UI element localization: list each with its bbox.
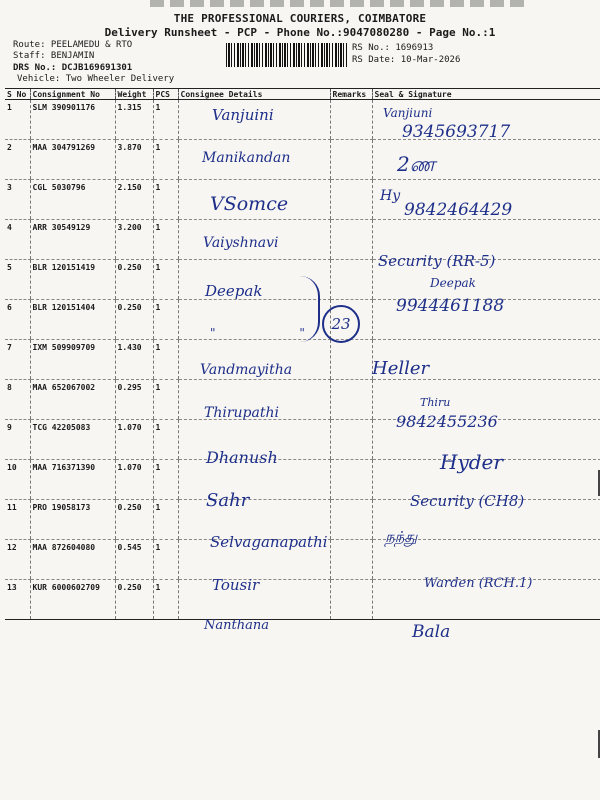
runsheet-title: Delivery Runsheet - PCP - Phone No.:9047080280 - Page No.:1 <box>104 26 496 39</box>
vehicle-label: Vehicle: Two Wheeler Delivery <box>17 74 175 84</box>
col-header-consignee: Consignee Details <box>178 89 330 100</box>
cell-weight: 0.545 <box>115 540 153 580</box>
company-name: THE PROFESSIONAL COURIERS, COIMBATORE <box>173 12 427 25</box>
cell-weight: 0.250 <box>115 580 153 620</box>
cell-remarks <box>330 140 372 180</box>
cell-weight: 0.250 <box>115 300 153 340</box>
cell-pcs: 1 <box>153 100 178 140</box>
cell-pcs: 1 <box>153 180 178 220</box>
cell-weight: 3.870 <box>115 140 153 180</box>
cell-sno: 4 <box>5 220 30 260</box>
cell-sno: 12 <box>5 540 30 580</box>
barcode <box>226 43 348 67</box>
handwritten-consignee: Manikandan <box>202 150 291 166</box>
circled-number: 23 <box>322 305 360 343</box>
table-row <box>5 140 600 180</box>
handwritten-consignee: Thirupathi <box>204 405 279 421</box>
cell-sno: 9 <box>5 420 30 460</box>
handwritten-consignee: Vanjuini <box>212 106 274 124</box>
cell-pcs: 1 <box>153 460 178 500</box>
col-header-weight: Weight <box>115 89 153 100</box>
col-header-consignment: Consignment No <box>30 89 115 100</box>
cell-pcs: 1 <box>153 140 178 180</box>
handwritten-signature: நந்து <box>385 528 418 546</box>
cell-sno: 6 <box>5 300 30 340</box>
staff-label: Staff: BENJAMIN <box>13 51 95 61</box>
cell-pcs: 1 <box>153 540 178 580</box>
cell-remarks <box>330 580 372 620</box>
handwritten-signature: Heller <box>372 358 430 379</box>
table-header-row <box>5 89 600 100</box>
cell-remarks <box>330 460 372 500</box>
cell-sno: 2 <box>5 140 30 180</box>
cell-sno: 10 <box>5 460 30 500</box>
cell-pcs: 1 <box>153 220 178 260</box>
cell-weight: 1.315 <box>115 100 153 140</box>
handwritten-consignee: VSomce <box>210 193 289 215</box>
scan-top-strip <box>150 0 530 7</box>
drs-number: DRS No.: DCJB169691301 <box>13 63 133 73</box>
rs-number: RS No.: 1696913 <box>352 43 434 53</box>
rs-date: RS Date: 10-Mar-2026 <box>352 55 461 65</box>
handwritten-signature: Vanjiuni <box>383 106 433 120</box>
cell-consignment: MAA 652067002 <box>30 380 115 420</box>
col-header-sno: S No <box>5 89 30 100</box>
col-header-remarks: Remarks <box>330 89 372 100</box>
table-row <box>5 100 600 140</box>
handwritten-consignee: Vaiyshnavi <box>203 235 279 251</box>
cell-consignment: BLR 120151404 <box>30 300 115 340</box>
cell-pcs: 1 <box>153 500 178 540</box>
table-row <box>5 380 600 420</box>
cell-pcs: 1 <box>153 420 178 460</box>
cell-remarks <box>330 260 372 300</box>
handwritten-signature: Hyder <box>440 450 503 474</box>
handwritten-phone: 9944461188 <box>396 296 505 316</box>
route-label: Route: PEELAMEDU & RTO <box>13 40 133 50</box>
handwritten-phone: 9842464429 <box>404 200 513 220</box>
handwritten-ditto: " " <box>210 326 345 340</box>
handwritten-signature: Thiru <box>420 396 451 409</box>
cell-remarks <box>330 180 372 220</box>
col-header-signature: Seal & Signature <box>372 89 600 100</box>
cell-consignment: SLM 390901176 <box>30 100 115 140</box>
cell-sno: 8 <box>5 380 30 420</box>
cell-remarks <box>330 340 372 380</box>
cell-consignment: BLR 120151419 <box>30 260 115 300</box>
handwritten-phone: 9842455236 <box>396 412 498 431</box>
handwritten-signature: 2ண <box>397 152 436 176</box>
cell-pcs: 1 <box>153 260 178 300</box>
cell-consignment: MAA 716371390 <box>30 460 115 500</box>
col-header-pcs: PCS <box>153 89 178 100</box>
handwritten-signature: Warden (RCH.1) <box>424 576 533 591</box>
cell-consignment: MAA 304791269 <box>30 140 115 180</box>
cell-consignment: CGL 5030796 <box>30 180 115 220</box>
cell-consignment: TCG 42205083 <box>30 420 115 460</box>
handwritten-consignee: Nanthana <box>204 618 269 633</box>
cell-weight: 3.200 <box>115 220 153 260</box>
cell-remarks <box>330 500 372 540</box>
handwritten-signature: Security (CH8) <box>410 492 525 510</box>
cell-consignment: ARR 30549129 <box>30 220 115 260</box>
cell-consignment: PRO 19058173 <box>30 500 115 540</box>
handwritten-consignee: Dhanush <box>206 448 278 467</box>
handwritten-consignee: Selvaganapathi <box>210 533 328 551</box>
cell-sno: 7 <box>5 340 30 380</box>
handwritten-consignee: Vandmayitha <box>200 362 293 378</box>
cell-consignment: KUR 6000602709 <box>30 580 115 620</box>
handwritten-signature: Bala <box>412 622 451 642</box>
cell-remarks <box>330 380 372 420</box>
cell-weight: 0.250 <box>115 260 153 300</box>
cell-remarks <box>330 540 372 580</box>
cell-pcs: 1 <box>153 380 178 420</box>
cell-pcs: 1 <box>153 300 178 340</box>
handwritten-signature: Deepak <box>430 276 476 290</box>
table-row <box>5 340 600 380</box>
cell-consignment: MAA 872604080 <box>30 540 115 580</box>
table-row <box>5 420 600 460</box>
cell-pcs: 1 <box>153 580 178 620</box>
handwritten-consignee: Tousir <box>212 576 260 594</box>
cell-weight: 1.430 <box>115 340 153 380</box>
handwritten-signature: Security (RR-5) <box>378 252 496 270</box>
cell-consignment: IXM 509909709 <box>30 340 115 380</box>
handwritten-consignee: Deepak <box>205 282 263 300</box>
cell-sno: 11 <box>5 500 30 540</box>
handwritten-brace <box>300 276 320 342</box>
cell-weight: 2.150 <box>115 180 153 220</box>
cell-weight: 1.070 <box>115 460 153 500</box>
cell-sno: 13 <box>5 580 30 620</box>
cell-weight: 0.250 <box>115 500 153 540</box>
cell-sno: 3 <box>5 180 30 220</box>
cell-remarks <box>330 220 372 260</box>
cell-pcs: 1 <box>153 340 178 380</box>
cell-sno: 5 <box>5 260 30 300</box>
cell-sno: 1 <box>5 100 30 140</box>
cell-weight: 0.295 <box>115 380 153 420</box>
cell-remarks <box>330 100 372 140</box>
cell-weight: 1.070 <box>115 420 153 460</box>
cell-remarks <box>330 420 372 460</box>
handwritten-consignee: Sahr <box>206 490 250 511</box>
handwritten-signature: Hy <box>380 188 401 204</box>
table-row <box>5 220 600 260</box>
handwritten-phone: 9345693717 <box>402 122 511 142</box>
